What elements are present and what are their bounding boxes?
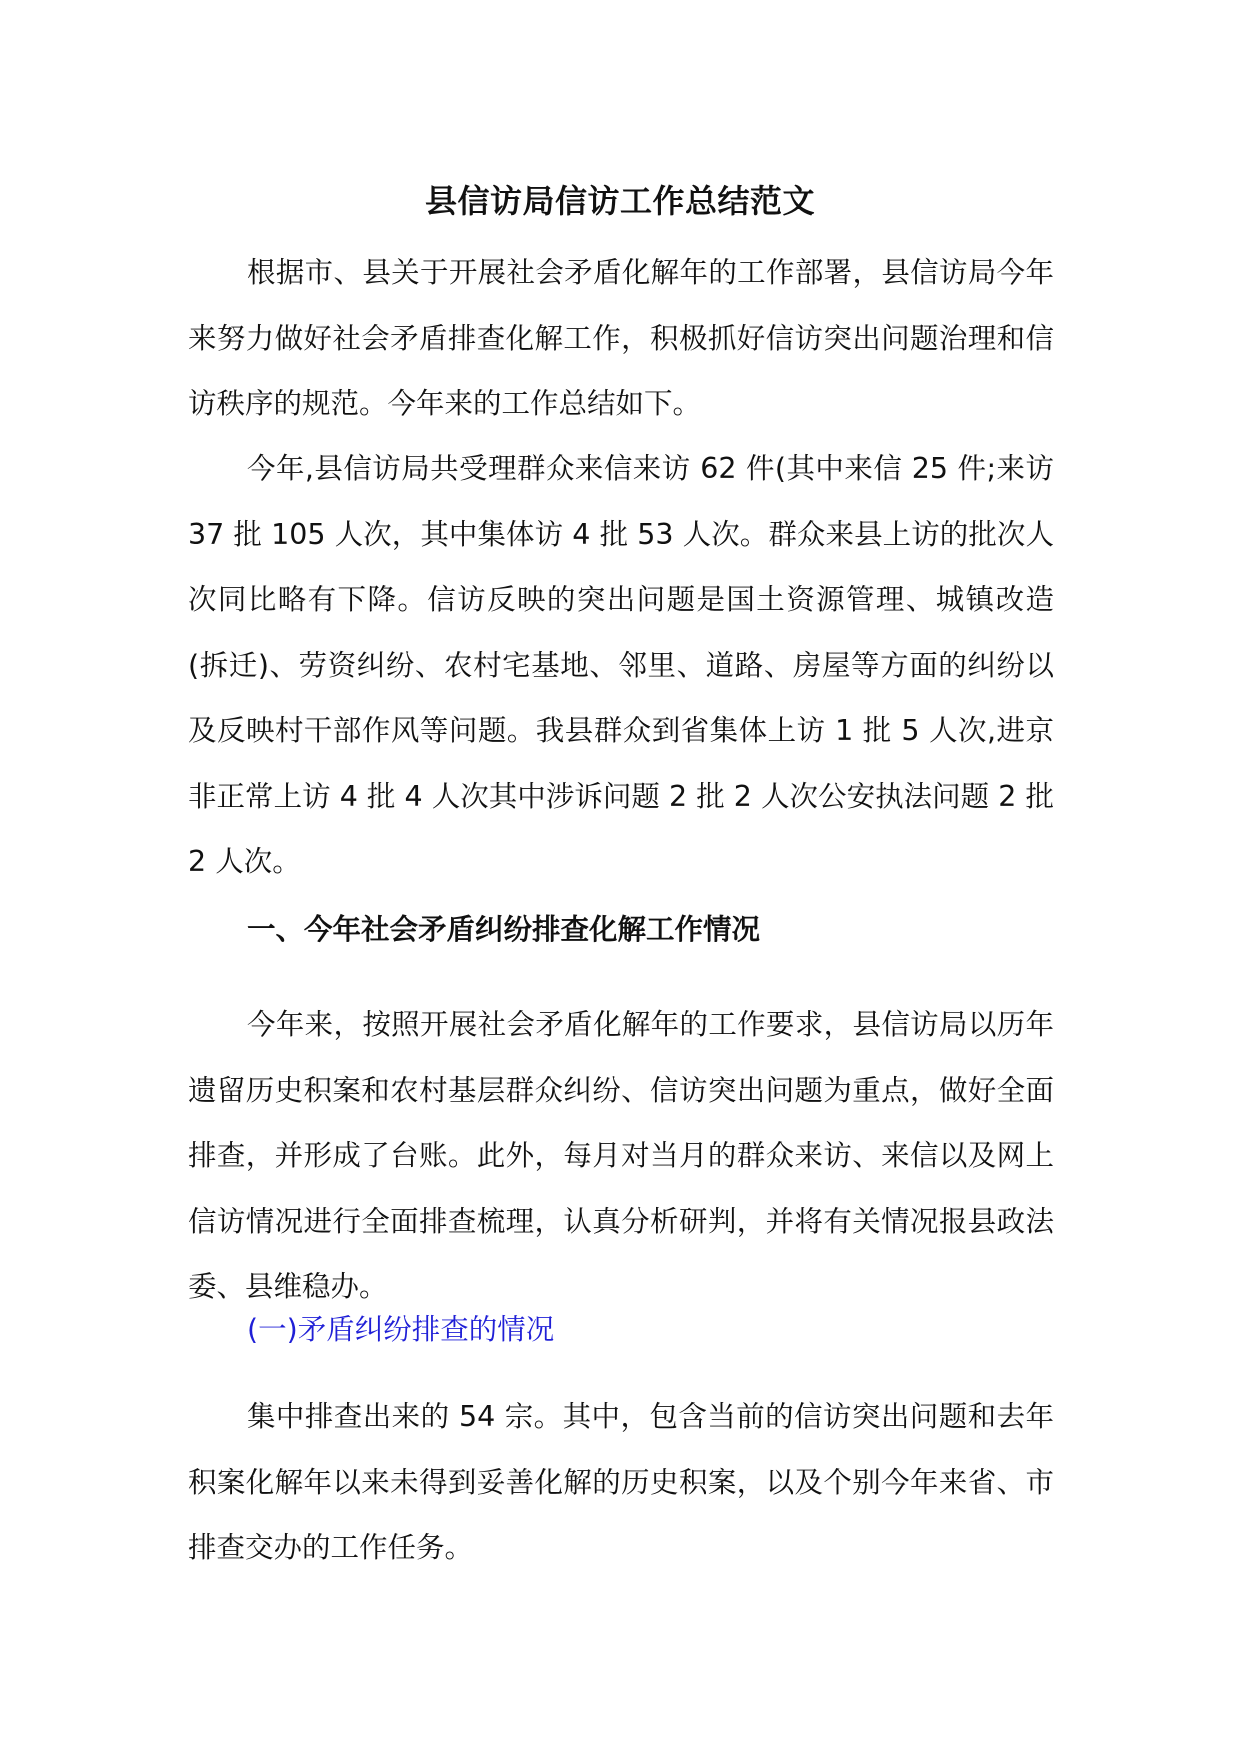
document-title: 县信访局信访工作总结范文	[424, 182, 815, 220]
paragraph-intro: 根据市、县关于开展社会矛盾化解年的工作部署，县信访局今年来努力做好社会矛盾排查化解工作，积极抓好信访突出问题治理和信访秩序的规范。今年来的工作总结如下。	[188, 256, 1054, 420]
subsection-heading: (一)矛盾纠纷排查的情况	[247, 1313, 555, 1346]
paragraph-statistics: 今年,县信访局共受理群众来信来访 62 件(其中来信 25 件;来访 37 批 105 人次，其中集体访 4 批 53 人次。群众来县上访的批次人次同比略有下降。信访反映的突出问题是国土资源管理、城镇改造(拆迁)、劳资纠纷、农村宅基地、邻里、道路、房屋等方面的纠纷以及反映村干部作风等问题。我县群众到省集体上访 1 批 5 人次,进京非正常上访 4 批 4 人次其中涉诉问题 2 批 2 人次公安执法问题 2 批 2 人次。	[188, 452, 1054, 878]
paragraph-investigation: 今年来，按照开展社会矛盾化解年的工作要求，县信访局以历年遗留历史积案和农村基层群众纠纷、信访突出问题为重点，做好全面排查，并形成了台账。此外，每月对当月的群众来访、来信以及网上信访情况进行全面排查梳理，认真分析研判，并将有关情况报县政法委、县维稳办。	[188, 1008, 1054, 1303]
paragraph-cases: 集中排查出来的 54 宗。其中，包含当前的信访突出问题和去年积案化解年以来未得到妥善化解的历史积案，以及个别今年来省、市排查交办的工作任务。	[188, 1400, 1054, 1564]
section-heading: 一、今年社会矛盾纠纷排查化解工作情况	[247, 913, 761, 946]
